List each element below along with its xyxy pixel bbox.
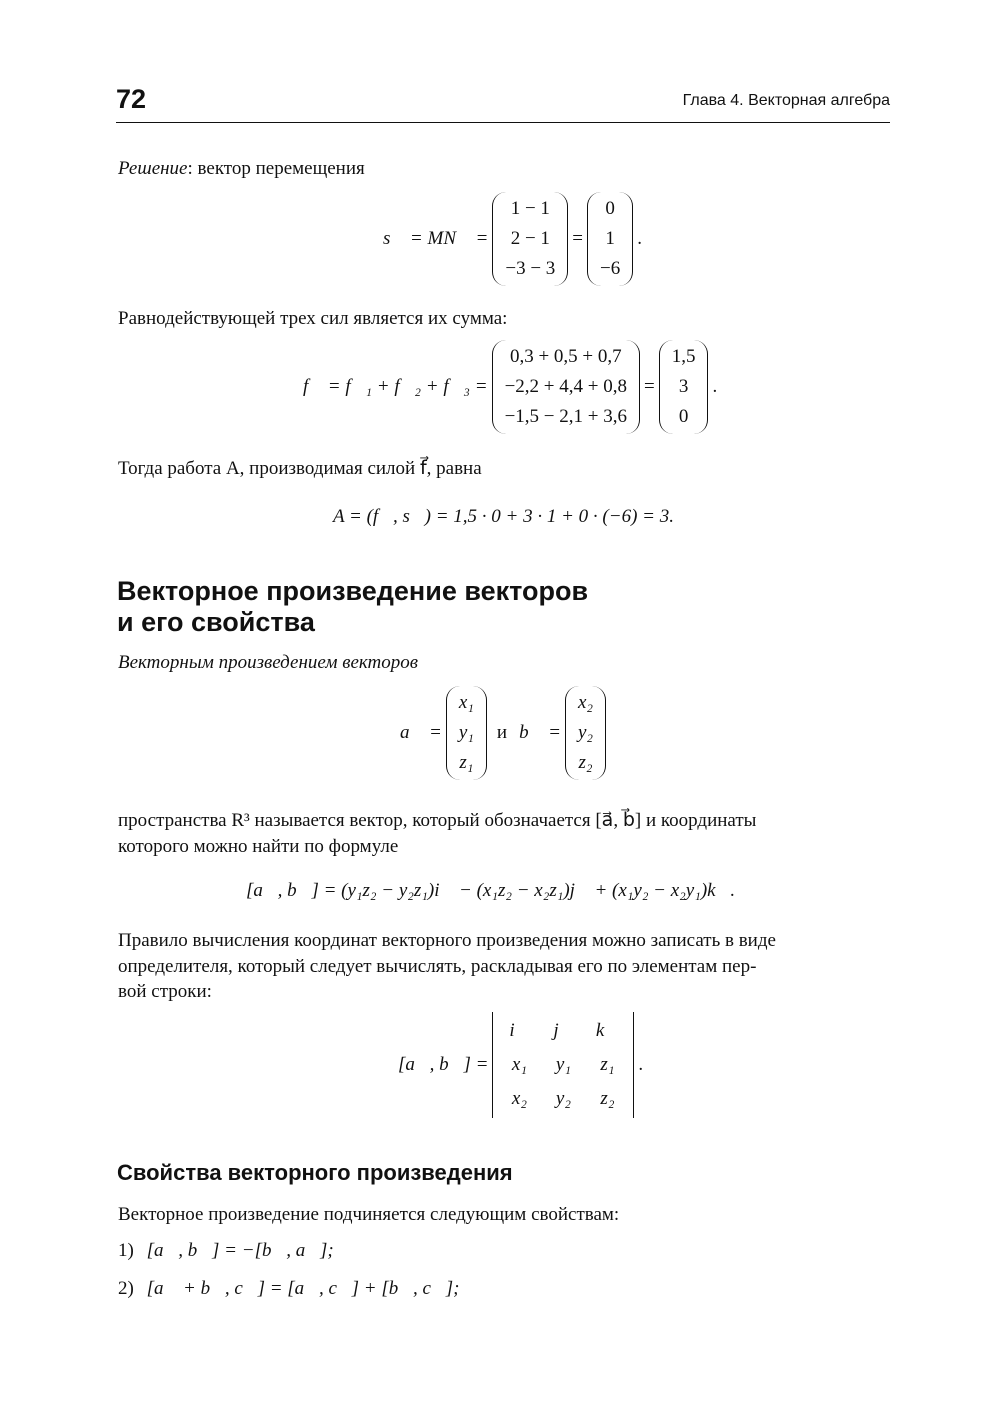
vector-a-matrix bbox=[446, 686, 487, 780]
matrix-cell: −1,5 − 2,1 + 3,6 bbox=[504, 406, 627, 427]
matrix-cell: 3 bbox=[678, 376, 689, 397]
work-paragraph: Тогда работа A, производимая силой f⃗, равна bbox=[118, 458, 482, 479]
page-header bbox=[116, 84, 890, 123]
matrix-cell: z₂ bbox=[578, 752, 593, 773]
vectors-ab-formula bbox=[400, 686, 610, 780]
vector-b-lhs: b⃗ = bbox=[519, 722, 561, 743]
matrix-cell: 1 bbox=[605, 228, 615, 249]
definition-paragraph bbox=[118, 808, 890, 859]
properties-title: Свойства векторного произведения bbox=[117, 1160, 513, 1185]
matrix-cell: 0,3 + 0,5 + 0,7 bbox=[509, 346, 622, 367]
det-cell: y₁ bbox=[555, 1054, 571, 1075]
matrix-cell: y₂ bbox=[577, 722, 593, 743]
property-formula: [a⃗ + b⃗, c⃗] = [a⃗, c⃗] + [b⃗, c⃗]; bbox=[146, 1278, 460, 1299]
property-number: 2) bbox=[118, 1278, 134, 1299]
matrix-cell: 2 − 1 bbox=[510, 228, 550, 249]
work-formula: A = (f⃗, s⃗) = 1,5 · 0 + 3 · 1 + 0 · (−6) = 3. bbox=[333, 506, 674, 527]
resultant-paragraph: Равнодействующей трех сил является их сумма: bbox=[118, 308, 508, 329]
matrix-cell: −3 − 3 bbox=[505, 258, 556, 279]
section-title-line-1: Векторное произведение векторов bbox=[117, 576, 589, 606]
section-title bbox=[117, 576, 588, 638]
and-word: и bbox=[496, 722, 508, 743]
definition-line-1: пространства R³ называется вектор, который обозначается [a⃗, b⃗] и координаты bbox=[118, 810, 757, 831]
rule-line-3: вой строки: bbox=[118, 981, 212, 1003]
property-item bbox=[118, 1276, 459, 1302]
displacement-lhs: s⃗ = MN⃗ = bbox=[383, 228, 489, 249]
section-title-line-2: и его свойства bbox=[117, 607, 315, 638]
determinant-matrix bbox=[492, 1012, 634, 1118]
resultant-matrix-2 bbox=[659, 340, 709, 434]
properties-intro: Векторное произведение подчиняется следующим свойствам: bbox=[118, 1204, 620, 1225]
property-item bbox=[118, 1238, 334, 1264]
resultant-lhs: f⃗ = f⃗₁ + f⃗₂ + f⃗₃ = bbox=[303, 376, 488, 397]
determinant-formula: [a⃗, b⃗] = i⃗ j⃗ k⃗ x₁ y₁ z₁ x₂ y₂ z₂ . bbox=[398, 1012, 643, 1118]
solution-text: : вектор перемещения bbox=[187, 158, 365, 179]
determinant-lhs: [a⃗, b⃗] = bbox=[398, 1054, 489, 1075]
matrix-cell: 1,5 bbox=[671, 346, 696, 367]
resultant-formula: f⃗ = f⃗₁ + f⃗₂ + f⃗₃ = 0,3 + 0,5 + 0,7 −2,2 + 4,4 + 0,8 −1,5 − 2,1 + 3,6 = 1,5 3 0 . bbox=[303, 340, 717, 434]
matrix-cell: x₁ bbox=[458, 692, 474, 713]
solution-paragraph bbox=[118, 156, 365, 182]
definition-line-2: которого можно найти по формуле bbox=[118, 835, 399, 857]
rule-line-1: Правило вычисления координат векторного произведения можно записать в виде bbox=[118, 930, 776, 951]
solution-label: Решение bbox=[118, 158, 188, 179]
matrix-cell: 0 bbox=[678, 406, 689, 427]
matrix-cell: −6 bbox=[600, 258, 621, 279]
rule-line-2: определителя, который следует вычислять, раскладывая его по элементам пер- bbox=[118, 955, 757, 977]
vector-a-lhs: a⃗ = bbox=[400, 722, 442, 743]
definition-intro: Векторным произведением векторов bbox=[118, 652, 419, 673]
resultant-matrix-1 bbox=[492, 340, 640, 434]
matrix-cell: −2,2 + 4,4 + 0,8 bbox=[504, 376, 627, 397]
det-cell: x₁ bbox=[511, 1054, 527, 1075]
det-cell: x₂ bbox=[511, 1088, 527, 1109]
displacement-formula: s⃗ = MN⃗ = 1 − 1 2 − 1 −3 − 3 = 0 1 −6 . bbox=[383, 192, 642, 286]
det-cell: i⃗ bbox=[509, 1020, 530, 1041]
rule-paragraph bbox=[118, 928, 890, 1005]
property-formula: [a⃗, b⃗] = −[b⃗, a⃗]; bbox=[146, 1240, 334, 1261]
matrix-cell: y₁ bbox=[458, 722, 474, 743]
det-cell: z₂ bbox=[600, 1088, 615, 1109]
running-title: Глава 4. Векторная алгебра bbox=[682, 92, 890, 109]
det-cell: j⃗ bbox=[553, 1020, 574, 1041]
displacement-matrix-1 bbox=[492, 192, 568, 286]
matrix-cell: z₁ bbox=[459, 752, 474, 773]
property-number: 1) bbox=[118, 1240, 134, 1261]
vector-b-matrix bbox=[565, 686, 606, 780]
displacement-matrix-2 bbox=[587, 192, 633, 286]
det-cell: z₁ bbox=[600, 1054, 615, 1075]
cross-product-formula: [a⃗, b⃗] = (y₁z₂ − y₂z₁)i⃗ − (x₁z₂ − x₂z₁)j⃗ + (x₁y₂ − x₂y₁)k⃗. bbox=[246, 880, 736, 901]
matrix-cell: x₂ bbox=[577, 692, 593, 713]
det-cell: y₂ bbox=[555, 1088, 571, 1109]
matrix-cell: 0 bbox=[605, 198, 615, 219]
matrix-cell: 1 − 1 bbox=[510, 198, 550, 219]
page-number: 72 bbox=[116, 84, 147, 114]
det-cell: k⃗ bbox=[595, 1020, 620, 1041]
